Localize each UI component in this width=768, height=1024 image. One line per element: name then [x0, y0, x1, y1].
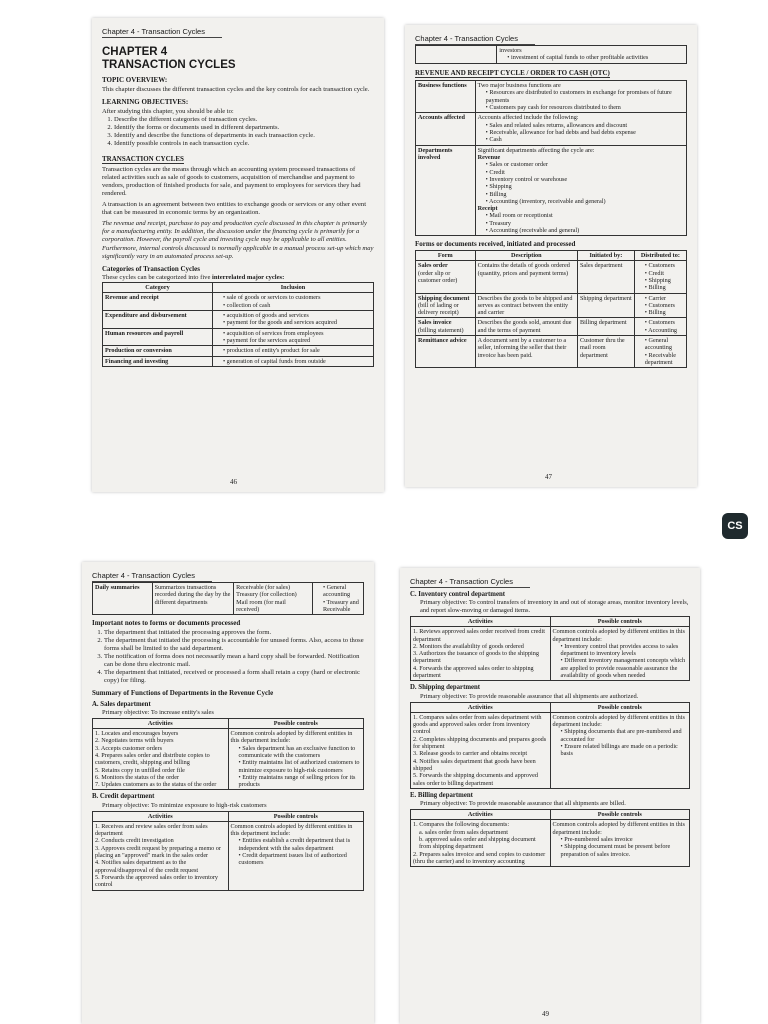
table-row: Financing and investing • generation of capital funds from outside	[103, 356, 374, 366]
paragraph: Transaction cycles are the means through which an accounting system processed transactions of related activities such as sale of goods to customers, acquisition of merchandise and payment to vendors, production of finished products for sale, and payment to employees for services they had rendered.	[102, 166, 361, 198]
learning-objectives-heading: LEARNING OBJECTIVES:	[102, 98, 189, 106]
table-row: Daily summaries Summarizes transactions recorded during the day by the different departments Receivable (for sales) Treasury (for collection) Mail room (for mail received) • General accounting • Treasury and Receivable	[93, 583, 364, 615]
table-row: Business functions Two major business functions are • Resources are distributed to customers in exchange for promises of future payments • Customers pay cash for resources distributed to them	[416, 81, 687, 113]
table-header: Inclusion	[212, 283, 373, 293]
table-row: Production or conversion • production of entity's product for sale	[103, 346, 374, 356]
page-46	[92, 18, 384, 492]
forms-table: Form Description Initiated by: Distributed to: Sales order (order slip or customer order) Contains the details of goods ordered (quantity, prices and payment terms) Sales department • Customers • Credit • Shipping • Billing Shipping document (bill of lading or delivery receipt) Describes the goods to be shipped and serves as contract between the entity and carrier Shipping department • Carrier • Customers • Billing Sales invoice (billing statement) Describes the goods sold, amount due and the terms of payment Billing department • Customers • Accounting Remittance advice A document sent by a customer to a seller, informing the seller that their invoice has been paid. Customer thru the mail room department • General accounting • Receivable department	[415, 250, 687, 368]
chapter-title: CHAPTER 4 TRANSACTION CYCLES	[102, 46, 236, 72]
primary-objective: Primary objective: To provide reasonable assurance that all shipments are authorized.	[420, 692, 639, 700]
continued-table: investors • investment of capital funds to other profitable activities	[415, 45, 687, 64]
camscanner-badge: CS	[722, 513, 748, 539]
daily-summaries-table	[92, 582, 364, 615]
learning-objectives-intro: After studying this chapter, you should be able to:	[102, 107, 234, 115]
primary-objective: Primary objective: To increase entity's sales	[102, 708, 214, 716]
chapter-header: Chapter 4 - Transaction Cycles	[415, 34, 535, 45]
paragraph: A transaction is an agreement between two entities to exchange goods or services or any other event that can be measured in economic terms by an organization.	[102, 201, 367, 217]
list-item: 4. The department that initiated, received or processed a form shall retain a copy (hard or electronic copy) for filing.	[104, 669, 364, 685]
section-title: A. Sales department	[92, 700, 151, 708]
italic-note: The revenue and receipt, purchase to pay and production cycle discussed in this chapter is primarily for a manufacturing entity. In addition, the discussion under the financing cycle is primarily for a corporation. However, the payroll cycle and investing cycle may be applicable to all entities. Furthermore, internal controls discussed is normally applicable in a manual process set-up which may significantly vary in an automated process set-up.	[102, 220, 374, 260]
page-number: 49	[542, 1010, 549, 1018]
table-row: Human resources and payroll • acquisition of services from employees • payment for the services acquired	[103, 328, 374, 346]
list-item: 3. Identify and describe the functions of departments in each transaction cycle.	[114, 132, 374, 140]
sales-dept-table: Activities Possible controls 1. Locates and encourages buyers 2. Negotiates terms with buyers 3. Accepts customer orders 4. Prepares sales order and distribute copies to customers, credit, shipping and billing 5. Retains copy in unfilled order file 6. Monitors the status of the order 7. Updates customers as to the status of the order Common controls adopted by different entities in this department include: • Sales department has an exclusive function to communicate with the customers • Entity maintains list of authorized customers to minimize exposure to high-risk customers • Entity maintains range of selling prices for its products	[92, 718, 364, 791]
inventory-dept-table: Activities Possible controls 1. Reviews approved sales order received from credit department 2. Monitors the availability of goods ordered 3. Authorizes the issuance of goods to the shipping department 4. Forwards the approved sales order to shipping department Common controls adopted by different entities in this department include: • Inventory control that provides access to sales department to inventory levels • Different inventory management concepts which are applied to provide reasonable assurance the availability of goods when needed	[410, 616, 690, 682]
list-item: 1. Describe the different categories of transaction cycles.	[114, 116, 374, 124]
topic-overview-heading: TOPIC OVERVIEW:	[102, 76, 168, 85]
shipping-dept-table: Activities Possible controls 1. Compares sales order from sales department with goods and approved sales order from inventory control 2. Completes shipping documents and prepares goods for shipment 3. Release goods to carrier and obtains receipt 4. Notifies sales department that goods have been shipped 5. Forwards the shipping documents and approved sales order to billing department Common controls adopted by different entities in this department include: • Shipping documents that are pre-numbered and accounted for • Ensure related billings are made on a periodic basis	[410, 702, 690, 789]
table-row: Expenditure and disbursement • acquisition of goods and services • payment for the goods and services acquired	[103, 311, 374, 329]
page-49	[400, 568, 700, 1024]
list-item: 2. The department that initiated the processing is accountable for unused forms. Also, access to those forms shall be limited to the said department.	[104, 637, 364, 653]
table-header: Category	[103, 283, 213, 293]
table-row: Accounts affected Accounts affected include the following: • Sales and related sales returns, allowances and discount • Receivable, allowance for bad debts and bad debts expense • Cash	[416, 113, 687, 145]
list-item: 1. The department that initiated the processing approves the form.	[104, 629, 364, 637]
objectives-list	[102, 116, 374, 148]
chapter-header: Chapter 4 - Transaction Cycles	[92, 571, 212, 582]
table-row: Revenue and receipt • sale of goods or services to customers • collection of cash	[103, 293, 374, 311]
primary-objective: Primary objective: To control transfers of inventory in and out of storage areas, monitor inventory levels, and report slow-moving or damaged items.	[420, 599, 689, 615]
revenue-cycle-table	[415, 80, 687, 236]
page-48	[82, 562, 374, 1024]
section-title: C. Inventory control department	[410, 591, 506, 598]
table-row: 1. Compares sales order from sales department with goods and approved sales order from inventory control 2. Completes shipping documents and prepares goods for shipment 3. Release goods to carrier and obtains receipt 4. Notifies sales department that goods have been shipped 5. Forwards the shipping documents and approved sales order to billing department Common controls adopted by different entities in this department include: • Shipping documents that are pre-numbered and accounted for • Ensure related billings are made on a periodic basis	[411, 712, 690, 788]
table-row: Shipping document (bill of lading or delivery receipt) Describes the goods to be shipped and serves as contract between the entity and carrier Shipping department • Carrier • Customers • Billing	[416, 293, 687, 318]
transaction-cycles-heading: TRANSACTION CYCLES	[102, 154, 184, 163]
list-item: 3. The notification of forms does not necessarily mean a hard copy shall be forwarded. Notification can be done thru electronic mail.	[104, 653, 364, 669]
chapter-header: Chapter 4 - Transaction Cycles	[410, 577, 530, 588]
forms-heading: Forms or documents received, initiated and processed	[415, 240, 576, 249]
chapter-header: Chapter 4 - Transaction Cycles	[102, 27, 222, 38]
table-row: Sales invoice (billing statement) Describes the goods sold, amount due and the terms of payment Billing department • Customers • Accounting	[416, 318, 687, 336]
topic-overview-text: This chapter discusses the different transaction cycles and the key controls for each transaction cycle.	[102, 85, 370, 93]
revenue-cycle-heading: REVENUE AND RECEIPT CYCLE / ORDER TO CASH (OTC)	[415, 68, 610, 77]
summary-heading: Summary of Functions of Departments in the Revenue Cycle	[92, 689, 274, 697]
section-title: E. Billing department	[410, 791, 473, 799]
categories-heading: Categories of Transaction Cycles	[102, 264, 200, 273]
primary-objective: Primary objective: To minimize exposure to high-risk customers	[102, 801, 267, 809]
section-title: B. Credit department	[92, 793, 155, 801]
table-row: 1. Receives and review sales order from sales department 2. Conducts credit investigation 3. Approves credit request by preparing a memo or placing an "approved" mark in the sales order 4. Notifies sales department as to the approval/disapproval of the credit request 5. Forwards the approved sales order to inventory control Common controls adopted by different entities in this department include: • Entities establish a credit department that is independent with the sales department • Credit department issues list of authorized customers	[93, 821, 364, 890]
notes-heading: Important notes to forms or documents processed	[92, 619, 241, 628]
categories-intro: These cycles can be categorized into five interrelated major cycles:	[102, 274, 285, 282]
categories-table	[102, 282, 374, 367]
table-row: Departments involved Significant departments affecting the cycle are: Revenue • Sales or customer order • Credit • Inventory control or warehouse • Shipping • Billing • Accounting (inventory, receivable and general) Receipt • Mail room or receptionist • Treasury • Accounting (receivable and general)	[416, 145, 687, 236]
list-item: 4. Identify possible controls in each transaction cycle.	[114, 140, 374, 148]
table-row: 1. Reviews approved sales order received from credit department 2. Monitors the availability of goods ordered 3. Authorizes the issuance of goods to the shipping department 4. Forwards the approved sales order to shipping department Common controls adopted by different entities in this department include: • Inventory control that provides access to sales department to inventory levels • Different inventory management concepts which are applied to provide reasonable assurance the availability of goods when needed	[411, 627, 690, 681]
table-row: 1. Locates and encourages buyers 2. Negotiates terms with buyers 3. Accepts customer orders 4. Prepares sales order and distribute copies to customers, credit, shipping and billing 5. Retains copy in unfilled order file 6. Monitors the status of the order 7. Updates customers as to the status of the order Common controls adopted by different entities in this department include: • Sales department has an exclusive function to communicate with the customers • Entity maintains list of authorized customers to minimize exposure to high-risk customers • Entity maintains range of selling prices for its products	[93, 728, 364, 790]
primary-objective: Primary objective: To provide reasonable assurance that all shipments are billed.	[420, 800, 626, 808]
page-47	[405, 25, 697, 487]
notes-list	[92, 629, 364, 685]
table-row: Sales order (order slip or customer order) Contains the details of goods ordered (quantity, prices and payment terms) Sales department • Customers • Credit • Shipping • Billing	[416, 261, 687, 293]
list-item: 2. Identify the forms or documents used in different departments.	[114, 124, 374, 132]
billing-dept-table: Activities Possible controls 1. Compares the following documents: a. sales order from sales department b. approved sales order and shipping document from shipping department 2. Prepares sales invoice and send copies to customer (thru the carrier) and to inventory accounting Common controls adopted by different entities in this department include: • Pre-numbered sales invoice • Shipping document must be present before preparation of sales invoice.	[410, 809, 690, 867]
table-row: 1. Compares the following documents: a. sales order from sales department b. approved sales order and shipping document from shipping department 2. Prepares sales invoice and send copies to customer (thru the carrier) and to inventory accounting Common controls adopted by different entities in this department include: • Pre-numbered sales invoice • Shipping document must be present before preparation of sales invoice.	[411, 820, 690, 867]
page-number: 47	[545, 473, 552, 481]
credit-dept-table: Activities Possible controls 1. Receives and review sales order from sales department 2. Conducts credit investigation 3. Approves credit request by preparing a memo or placing an "approved" mark in the sales order 4. Notifies sales department as to the approval/disapproval of the credit request 5. Forwards the approved sales order to inventory control Common controls adopted by different entities in this department include: • Entities establish a credit department that is independent with the sales department • Credit department issues list of authorized customers	[92, 811, 364, 891]
section-title: D. Shipping department	[410, 684, 481, 692]
table-row: Remittance advice A document sent by a customer to a seller, informing the seller that their invoice has been paid. Customer thru the mail room department • General accounting • Receivable department	[416, 336, 687, 368]
page-number: 46	[230, 478, 237, 486]
